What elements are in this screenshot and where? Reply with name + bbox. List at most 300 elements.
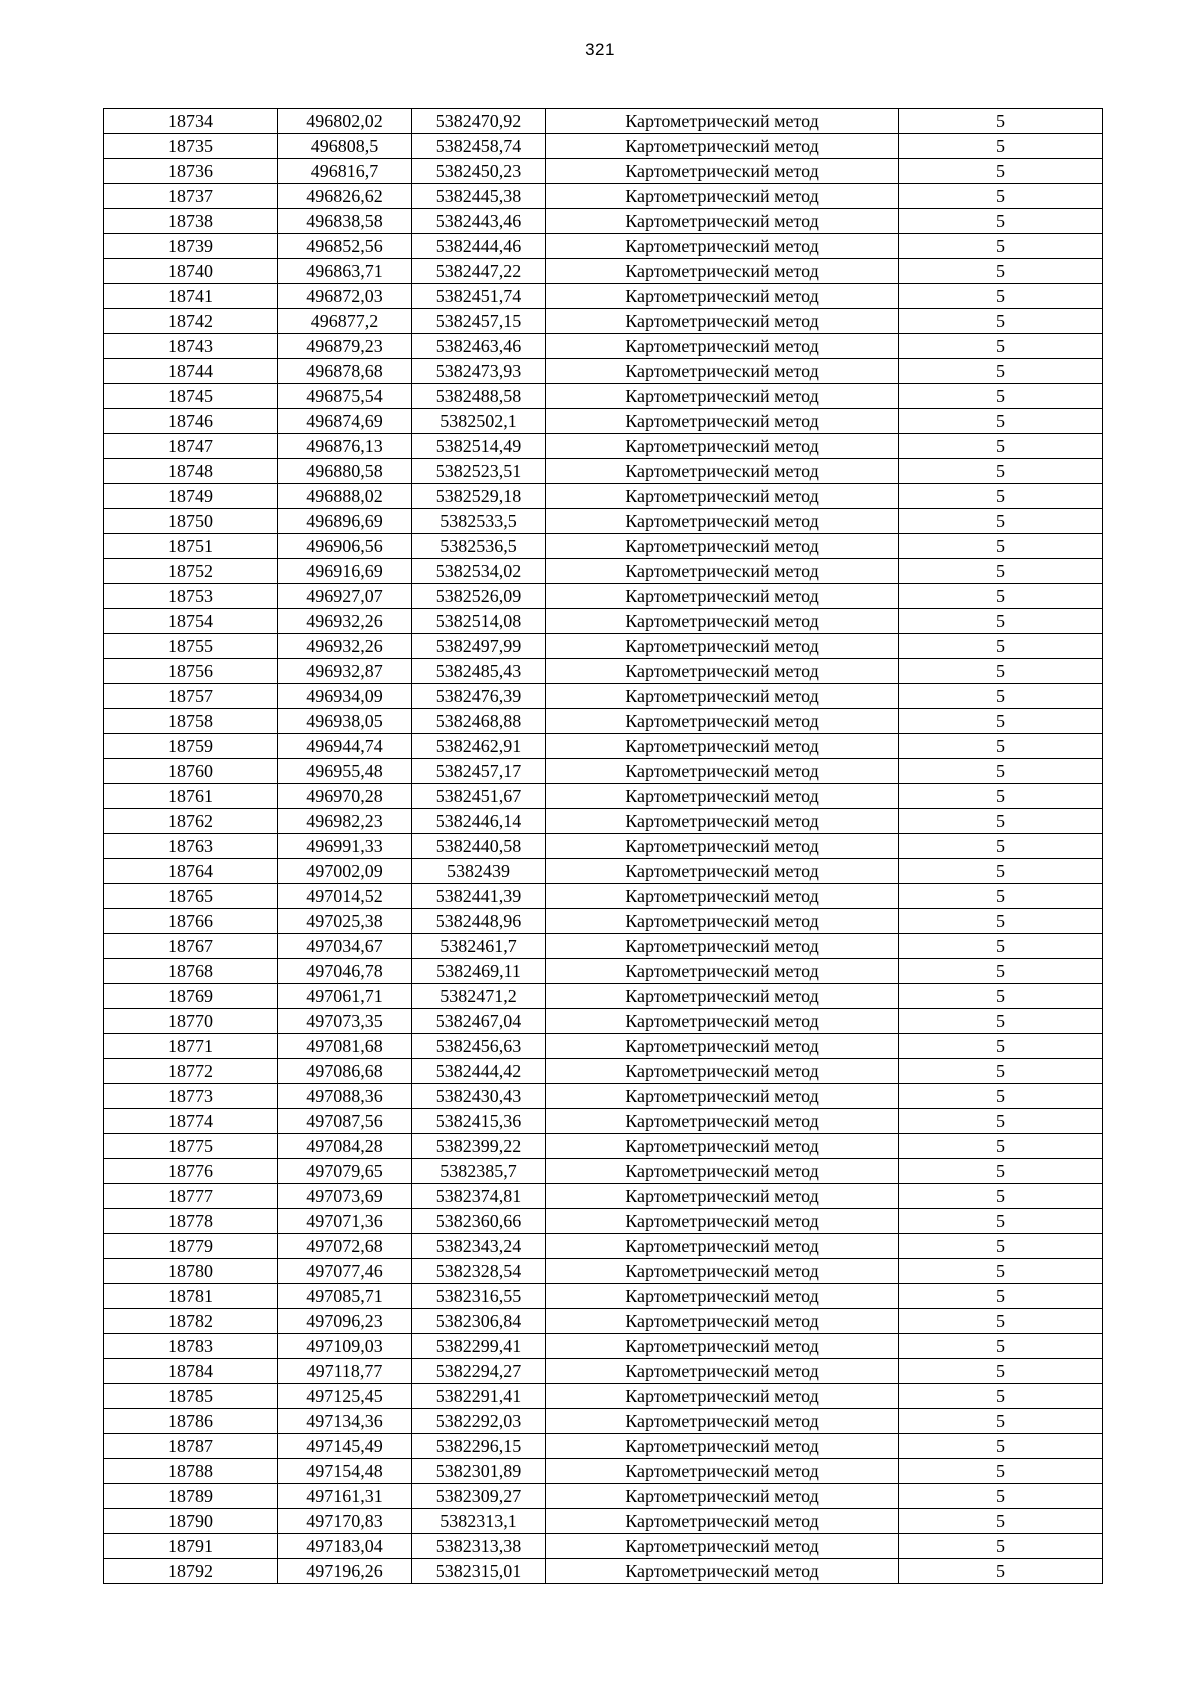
x-coordinate-cell: 497077,46 — [278, 1259, 412, 1284]
table-row — [104, 459, 1103, 484]
table-row — [104, 834, 1103, 859]
method-cell: Картометрический метод — [546, 1359, 899, 1384]
table-row — [104, 1309, 1103, 1334]
table-row — [104, 1559, 1103, 1584]
x-coordinate-cell: 496808,5 — [278, 134, 412, 159]
method-cell: Картометрический метод — [546, 1409, 899, 1434]
y-coordinate-cell: 5382360,66 — [412, 1209, 546, 1234]
method-cell: Картометрический метод — [546, 184, 899, 209]
table-row — [104, 359, 1103, 384]
table-row — [104, 1134, 1103, 1159]
point-number-cell: 18775 — [104, 1134, 278, 1159]
table-row — [104, 784, 1103, 809]
accuracy-cell: 5 — [899, 809, 1103, 834]
table-row — [104, 384, 1103, 409]
point-number-cell: 18738 — [104, 209, 278, 234]
point-number-cell: 18777 — [104, 1184, 278, 1209]
x-coordinate-cell: 496816,7 — [278, 159, 412, 184]
accuracy-cell: 5 — [899, 284, 1103, 309]
x-coordinate-cell: 496874,69 — [278, 409, 412, 434]
accuracy-cell: 5 — [899, 1309, 1103, 1334]
x-coordinate-cell: 497081,68 — [278, 1034, 412, 1059]
accuracy-cell: 5 — [899, 734, 1103, 759]
accuracy-cell: 5 — [899, 1059, 1103, 1084]
point-number-cell: 18757 — [104, 684, 278, 709]
table-row — [104, 1509, 1103, 1534]
y-coordinate-cell: 5382533,5 — [412, 509, 546, 534]
method-cell: Картометрический метод — [546, 1509, 899, 1534]
method-cell: Картометрический метод — [546, 409, 899, 434]
x-coordinate-cell: 496982,23 — [278, 809, 412, 834]
method-cell: Картометрический метод — [546, 734, 899, 759]
method-cell: Картометрический метод — [546, 834, 899, 859]
method-cell: Картометрический метод — [546, 309, 899, 334]
table-row — [104, 1009, 1103, 1034]
method-cell: Картометрический метод — [546, 809, 899, 834]
point-number-cell: 18746 — [104, 409, 278, 434]
accuracy-cell: 5 — [899, 1409, 1103, 1434]
point-number-cell: 18760 — [104, 759, 278, 784]
table-row — [104, 1109, 1103, 1134]
accuracy-cell: 5 — [899, 1359, 1103, 1384]
table-row — [104, 234, 1103, 259]
method-cell: Картометрический метод — [546, 1184, 899, 1209]
y-coordinate-cell: 5382534,02 — [412, 559, 546, 584]
y-coordinate-cell: 5382301,89 — [412, 1459, 546, 1484]
table-row — [104, 1059, 1103, 1084]
y-coordinate-cell: 5382458,74 — [412, 134, 546, 159]
point-number-cell: 18787 — [104, 1434, 278, 1459]
accuracy-cell: 5 — [899, 459, 1103, 484]
y-coordinate-cell: 5382523,51 — [412, 459, 546, 484]
x-coordinate-cell: 497170,83 — [278, 1509, 412, 1534]
point-number-cell: 18750 — [104, 509, 278, 534]
point-number-cell: 18734 — [104, 109, 278, 134]
point-number-cell: 18741 — [104, 284, 278, 309]
x-coordinate-cell: 496934,09 — [278, 684, 412, 709]
method-cell: Картометрический метод — [546, 334, 899, 359]
y-coordinate-cell: 5382415,36 — [412, 1109, 546, 1134]
method-cell: Картометрический метод — [546, 1534, 899, 1559]
point-number-cell: 18772 — [104, 1059, 278, 1084]
accuracy-cell: 5 — [899, 509, 1103, 534]
accuracy-cell: 5 — [899, 1159, 1103, 1184]
y-coordinate-cell: 5382451,74 — [412, 284, 546, 309]
accuracy-cell: 5 — [899, 359, 1103, 384]
point-number-cell: 18765 — [104, 884, 278, 909]
x-coordinate-cell: 497087,56 — [278, 1109, 412, 1134]
table-row — [104, 909, 1103, 934]
method-cell: Картометрический метод — [546, 959, 899, 984]
x-coordinate-cell: 496991,33 — [278, 834, 412, 859]
method-cell: Картометрический метод — [546, 159, 899, 184]
accuracy-cell: 5 — [899, 959, 1103, 984]
table-row — [104, 1284, 1103, 1309]
point-number-cell: 18782 — [104, 1309, 278, 1334]
y-coordinate-cell: 5382313,1 — [412, 1509, 546, 1534]
y-coordinate-cell: 5382399,22 — [412, 1134, 546, 1159]
y-coordinate-cell: 5382457,17 — [412, 759, 546, 784]
x-coordinate-cell: 496879,23 — [278, 334, 412, 359]
method-cell: Картометрический метод — [546, 1209, 899, 1234]
point-number-cell: 18745 — [104, 384, 278, 409]
point-number-cell: 18767 — [104, 934, 278, 959]
accuracy-cell: 5 — [899, 934, 1103, 959]
x-coordinate-cell: 496927,07 — [278, 584, 412, 609]
point-number-cell: 18737 — [104, 184, 278, 209]
accuracy-cell: 5 — [899, 1509, 1103, 1534]
accuracy-cell: 5 — [899, 834, 1103, 859]
table-row — [104, 334, 1103, 359]
accuracy-cell: 5 — [899, 1259, 1103, 1284]
y-coordinate-cell: 5382476,39 — [412, 684, 546, 709]
x-coordinate-cell: 497002,09 — [278, 859, 412, 884]
x-coordinate-cell: 497014,52 — [278, 884, 412, 909]
point-number-cell: 18786 — [104, 1409, 278, 1434]
table-row — [104, 409, 1103, 434]
point-number-cell: 18764 — [104, 859, 278, 884]
table-row — [104, 1484, 1103, 1509]
y-coordinate-cell: 5382313,38 — [412, 1534, 546, 1559]
x-coordinate-cell: 497118,77 — [278, 1359, 412, 1384]
accuracy-cell: 5 — [899, 309, 1103, 334]
table-row — [104, 934, 1103, 959]
point-number-cell: 18791 — [104, 1534, 278, 1559]
y-coordinate-cell: 5382461,7 — [412, 934, 546, 959]
table-row — [104, 1334, 1103, 1359]
table-row — [104, 259, 1103, 284]
y-coordinate-cell: 5382309,27 — [412, 1484, 546, 1509]
y-coordinate-cell: 5382488,58 — [412, 384, 546, 409]
accuracy-cell: 5 — [899, 634, 1103, 659]
method-cell: Картометрический метод — [546, 884, 899, 909]
accuracy-cell: 5 — [899, 784, 1103, 809]
accuracy-cell: 5 — [899, 559, 1103, 584]
x-coordinate-cell: 497109,03 — [278, 1334, 412, 1359]
table-row — [104, 1534, 1103, 1559]
x-coordinate-cell: 497134,36 — [278, 1409, 412, 1434]
x-coordinate-cell: 496877,2 — [278, 309, 412, 334]
point-number-cell: 18773 — [104, 1084, 278, 1109]
point-number-cell: 18748 — [104, 459, 278, 484]
x-coordinate-cell: 496932,26 — [278, 634, 412, 659]
accuracy-cell: 5 — [899, 1184, 1103, 1209]
point-number-cell: 18754 — [104, 609, 278, 634]
y-coordinate-cell: 5382385,7 — [412, 1159, 546, 1184]
method-cell: Картометрический метод — [546, 1009, 899, 1034]
method-cell: Картометрический метод — [546, 1309, 899, 1334]
y-coordinate-cell: 5382485,43 — [412, 659, 546, 684]
method-cell: Картометрический метод — [546, 134, 899, 159]
method-cell: Картометрический метод — [546, 359, 899, 384]
accuracy-cell: 5 — [899, 759, 1103, 784]
table-row — [104, 1259, 1103, 1284]
table-row — [104, 484, 1103, 509]
accuracy-cell: 5 — [899, 584, 1103, 609]
accuracy-cell: 5 — [899, 909, 1103, 934]
point-number-cell: 18752 — [104, 559, 278, 584]
method-cell: Картометрический метод — [546, 984, 899, 1009]
accuracy-cell: 5 — [899, 659, 1103, 684]
table-row — [104, 1384, 1103, 1409]
x-coordinate-cell: 496906,56 — [278, 534, 412, 559]
x-coordinate-cell: 496970,28 — [278, 784, 412, 809]
y-coordinate-cell: 5382315,01 — [412, 1559, 546, 1584]
table-row — [104, 184, 1103, 209]
x-coordinate-cell: 496916,69 — [278, 559, 412, 584]
coordinates-table-body — [104, 109, 1103, 1584]
accuracy-cell: 5 — [899, 984, 1103, 1009]
accuracy-cell: 5 — [899, 1459, 1103, 1484]
point-number-cell: 18762 — [104, 809, 278, 834]
x-coordinate-cell: 496826,62 — [278, 184, 412, 209]
table-row — [104, 209, 1103, 234]
accuracy-cell: 5 — [899, 1284, 1103, 1309]
y-coordinate-cell: 5382430,43 — [412, 1084, 546, 1109]
y-coordinate-cell: 5382468,88 — [412, 709, 546, 734]
y-coordinate-cell: 5382526,09 — [412, 584, 546, 609]
point-number-cell: 18766 — [104, 909, 278, 934]
accuracy-cell: 5 — [899, 1209, 1103, 1234]
coordinates-table — [103, 108, 1103, 1584]
y-coordinate-cell: 5382514,49 — [412, 434, 546, 459]
method-cell: Картометрический метод — [546, 1259, 899, 1284]
y-coordinate-cell: 5382316,55 — [412, 1284, 546, 1309]
table-row — [104, 959, 1103, 984]
x-coordinate-cell: 496932,26 — [278, 609, 412, 634]
table-row — [104, 709, 1103, 734]
accuracy-cell: 5 — [899, 1034, 1103, 1059]
y-coordinate-cell: 5382292,03 — [412, 1409, 546, 1434]
method-cell: Картометрический метод — [546, 1084, 899, 1109]
table-row — [104, 109, 1103, 134]
method-cell: Картометрический метод — [546, 509, 899, 534]
method-cell: Картометрический метод — [546, 1284, 899, 1309]
method-cell: Картометрический метод — [546, 484, 899, 509]
accuracy-cell: 5 — [899, 334, 1103, 359]
table-row — [104, 659, 1103, 684]
accuracy-cell: 5 — [899, 434, 1103, 459]
y-coordinate-cell: 5382299,41 — [412, 1334, 546, 1359]
table-row — [104, 684, 1103, 709]
point-number-cell: 18756 — [104, 659, 278, 684]
table-row — [104, 984, 1103, 1009]
y-coordinate-cell: 5382443,46 — [412, 209, 546, 234]
accuracy-cell: 5 — [899, 1134, 1103, 1159]
method-cell: Картометрический метод — [546, 934, 899, 959]
coordinates-table-container — [103, 108, 1102, 1584]
method-cell: Картометрический метод — [546, 1484, 899, 1509]
table-row — [104, 1409, 1103, 1434]
point-number-cell: 18753 — [104, 584, 278, 609]
y-coordinate-cell: 5382444,42 — [412, 1059, 546, 1084]
point-number-cell: 18747 — [104, 434, 278, 459]
y-coordinate-cell: 5382467,04 — [412, 1009, 546, 1034]
table-row — [104, 434, 1103, 459]
table-row — [104, 534, 1103, 559]
point-number-cell: 18761 — [104, 784, 278, 809]
table-row — [104, 159, 1103, 184]
y-coordinate-cell: 5382444,46 — [412, 234, 546, 259]
method-cell: Картометрический метод — [546, 909, 899, 934]
y-coordinate-cell: 5382469,11 — [412, 959, 546, 984]
y-coordinate-cell: 5382439 — [412, 859, 546, 884]
x-coordinate-cell: 497196,26 — [278, 1559, 412, 1584]
point-number-cell: 18770 — [104, 1009, 278, 1034]
accuracy-cell: 5 — [899, 1434, 1103, 1459]
x-coordinate-cell: 497073,35 — [278, 1009, 412, 1034]
method-cell: Картометрический метод — [546, 709, 899, 734]
x-coordinate-cell: 496872,03 — [278, 284, 412, 309]
method-cell: Картометрический метод — [546, 459, 899, 484]
accuracy-cell: 5 — [899, 684, 1103, 709]
point-number-cell: 18783 — [104, 1334, 278, 1359]
point-number-cell: 18755 — [104, 634, 278, 659]
method-cell: Картометрический метод — [546, 784, 899, 809]
accuracy-cell: 5 — [899, 134, 1103, 159]
table-row — [104, 1234, 1103, 1259]
y-coordinate-cell: 5382463,46 — [412, 334, 546, 359]
y-coordinate-cell: 5382294,27 — [412, 1359, 546, 1384]
point-number-cell: 18776 — [104, 1159, 278, 1184]
table-row — [104, 134, 1103, 159]
table-row — [104, 734, 1103, 759]
point-number-cell: 18749 — [104, 484, 278, 509]
y-coordinate-cell: 5382306,84 — [412, 1309, 546, 1334]
point-number-cell: 18790 — [104, 1509, 278, 1534]
point-number-cell: 18788 — [104, 1459, 278, 1484]
accuracy-cell: 5 — [899, 484, 1103, 509]
method-cell: Картометрический метод — [546, 234, 899, 259]
method-cell: Картометрический метод — [546, 634, 899, 659]
accuracy-cell: 5 — [899, 1334, 1103, 1359]
x-coordinate-cell: 496852,56 — [278, 234, 412, 259]
table-row — [104, 1034, 1103, 1059]
point-number-cell: 18779 — [104, 1234, 278, 1259]
point-number-cell: 18736 — [104, 159, 278, 184]
method-cell: Картометрический метод — [546, 434, 899, 459]
x-coordinate-cell: 497145,49 — [278, 1434, 412, 1459]
y-coordinate-cell: 5382502,1 — [412, 409, 546, 434]
x-coordinate-cell: 497071,36 — [278, 1209, 412, 1234]
method-cell: Картометрический метод — [546, 1559, 899, 1584]
accuracy-cell: 5 — [899, 1084, 1103, 1109]
table-row — [104, 1459, 1103, 1484]
table-row — [104, 1084, 1103, 1109]
x-coordinate-cell: 496838,58 — [278, 209, 412, 234]
method-cell: Картометрический метод — [546, 559, 899, 584]
table-row — [104, 809, 1103, 834]
method-cell: Картометрический метод — [546, 1434, 899, 1459]
x-coordinate-cell: 497154,48 — [278, 1459, 412, 1484]
y-coordinate-cell: 5382470,92 — [412, 109, 546, 134]
y-coordinate-cell: 5382328,54 — [412, 1259, 546, 1284]
accuracy-cell: 5 — [899, 1384, 1103, 1409]
method-cell: Картометрический метод — [546, 659, 899, 684]
x-coordinate-cell: 496876,13 — [278, 434, 412, 459]
table-row — [104, 634, 1103, 659]
point-number-cell: 18778 — [104, 1209, 278, 1234]
y-coordinate-cell: 5382447,22 — [412, 259, 546, 284]
x-coordinate-cell: 496875,54 — [278, 384, 412, 409]
y-coordinate-cell: 5382445,38 — [412, 184, 546, 209]
x-coordinate-cell: 497046,78 — [278, 959, 412, 984]
x-coordinate-cell: 497084,28 — [278, 1134, 412, 1159]
point-number-cell: 18740 — [104, 259, 278, 284]
y-coordinate-cell: 5382497,99 — [412, 634, 546, 659]
point-number-cell: 18769 — [104, 984, 278, 1009]
y-coordinate-cell: 5382291,41 — [412, 1384, 546, 1409]
table-row — [104, 1184, 1103, 1209]
x-coordinate-cell: 496896,69 — [278, 509, 412, 534]
y-coordinate-cell: 5382471,2 — [412, 984, 546, 1009]
accuracy-cell: 5 — [899, 1484, 1103, 1509]
point-number-cell: 18780 — [104, 1259, 278, 1284]
point-number-cell: 18789 — [104, 1484, 278, 1509]
point-number-cell: 18792 — [104, 1559, 278, 1584]
method-cell: Картометрический метод — [546, 1334, 899, 1359]
y-coordinate-cell: 5382536,5 — [412, 534, 546, 559]
table-row — [104, 509, 1103, 534]
method-cell: Картометрический метод — [546, 609, 899, 634]
point-number-cell: 18784 — [104, 1359, 278, 1384]
method-cell: Картометрический метод — [546, 859, 899, 884]
x-coordinate-cell: 496955,48 — [278, 759, 412, 784]
x-coordinate-cell: 496888,02 — [278, 484, 412, 509]
method-cell: Картометрический метод — [546, 1234, 899, 1259]
accuracy-cell: 5 — [899, 884, 1103, 909]
point-number-cell: 18759 — [104, 734, 278, 759]
y-coordinate-cell: 5382457,15 — [412, 309, 546, 334]
accuracy-cell: 5 — [899, 534, 1103, 559]
accuracy-cell: 5 — [899, 609, 1103, 634]
x-coordinate-cell: 497073,69 — [278, 1184, 412, 1209]
method-cell: Картометрический метод — [546, 1109, 899, 1134]
table-row — [104, 759, 1103, 784]
method-cell: Картометрический метод — [546, 109, 899, 134]
point-number-cell: 18743 — [104, 334, 278, 359]
method-cell: Картометрический метод — [546, 209, 899, 234]
table-row — [104, 1434, 1103, 1459]
table-row — [104, 309, 1103, 334]
point-number-cell: 18774 — [104, 1109, 278, 1134]
y-coordinate-cell: 5382450,23 — [412, 159, 546, 184]
method-cell: Картометрический метод — [546, 1034, 899, 1059]
y-coordinate-cell: 5382462,91 — [412, 734, 546, 759]
table-row — [104, 284, 1103, 309]
y-coordinate-cell: 5382456,63 — [412, 1034, 546, 1059]
method-cell: Картометрический метод — [546, 384, 899, 409]
accuracy-cell: 5 — [899, 1534, 1103, 1559]
method-cell: Картометрический метод — [546, 1059, 899, 1084]
method-cell: Картометрический метод — [546, 759, 899, 784]
table-row — [104, 859, 1103, 884]
x-coordinate-cell: 497125,45 — [278, 1384, 412, 1409]
method-cell: Картометрический метод — [546, 584, 899, 609]
table-row — [104, 1159, 1103, 1184]
y-coordinate-cell: 5382529,18 — [412, 484, 546, 509]
accuracy-cell: 5 — [899, 1009, 1103, 1034]
x-coordinate-cell: 496944,74 — [278, 734, 412, 759]
table-row — [104, 584, 1103, 609]
method-cell: Картометрический метод — [546, 259, 899, 284]
x-coordinate-cell: 496938,05 — [278, 709, 412, 734]
point-number-cell: 18758 — [104, 709, 278, 734]
table-row — [104, 609, 1103, 634]
x-coordinate-cell: 497072,68 — [278, 1234, 412, 1259]
point-number-cell: 18742 — [104, 309, 278, 334]
x-coordinate-cell: 497183,04 — [278, 1534, 412, 1559]
